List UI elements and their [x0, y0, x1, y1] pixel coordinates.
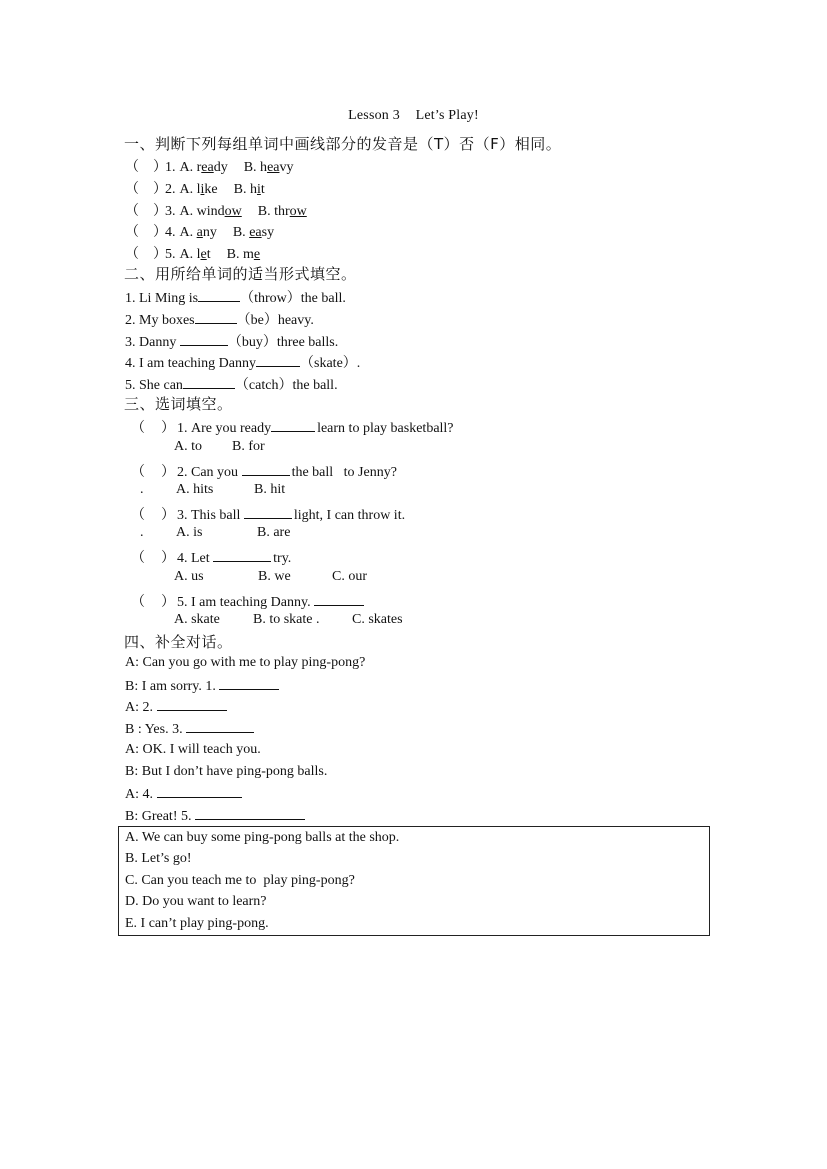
word-hint: （be） — [236, 313, 278, 328]
answer-blank[interactable] — [195, 311, 237, 324]
paren-close: ） — [161, 465, 175, 480]
paren-open: （ — [131, 551, 145, 566]
paren-close: ） — [153, 204, 167, 219]
dialogue-text: A: 4. — [125, 787, 157, 802]
section1-heading: 一、判断下列每组单词中画线部分的发音是（T）否（F）相同。 — [124, 135, 562, 153]
dialogue-text: A: 2. — [125, 700, 157, 715]
word-hint: （throw） — [240, 291, 301, 306]
lesson-number: Lesson 3 — [348, 108, 400, 123]
option-text: C. our — [332, 569, 367, 584]
dialogue-line — [125, 720, 254, 738]
word-a-end: dy — [213, 160, 228, 175]
choice-question — [131, 461, 397, 481]
sound-item — [125, 178, 265, 198]
word-hint: （skate） — [300, 356, 357, 371]
dialogue-text: B: Great! 5. — [125, 809, 195, 824]
sentence-end: heavy. — [277, 313, 314, 328]
dialogue-text: B: I am sorry. 1. — [125, 679, 220, 694]
paren-open: （ — [131, 508, 145, 523]
word-a-end: ke — [204, 182, 218, 197]
section3-heading: 三、选词填空。 — [124, 395, 233, 413]
question-start: 2. Can you — [177, 465, 242, 480]
paren-close: ） — [153, 247, 167, 262]
question-start: 1. Are you ready — [177, 421, 272, 436]
sound-item — [125, 156, 294, 176]
sound-item — [125, 221, 274, 241]
word-b-end: sy — [261, 225, 275, 240]
word-b-start: B. m — [226, 247, 254, 262]
choice-question — [131, 591, 366, 611]
dialogue-text: A: Can you go with me to play ping-pong? — [125, 655, 366, 670]
item-number: 3. — [165, 204, 176, 219]
sentence-end: the ball. — [292, 378, 338, 393]
option-text: A. to — [174, 439, 202, 454]
question-end: try. — [273, 551, 292, 566]
question-start: 4. Let — [177, 551, 214, 566]
option-text: A. skate — [174, 612, 220, 627]
word-a-underlined: e — [200, 247, 207, 262]
dialogue-blank[interactable] — [195, 807, 305, 820]
item-number: 1. — [165, 160, 176, 175]
leading-mark: . — [140, 482, 144, 497]
word-b-underlined: ea — [267, 160, 280, 175]
paren-close: ） — [153, 225, 167, 240]
question-blank[interactable] — [314, 593, 364, 606]
dialogue-blank[interactable] — [157, 698, 227, 711]
question-end: the ball to Jenny? — [291, 465, 397, 480]
word-b-end: t — [260, 182, 265, 197]
sentence-end: the ball. — [300, 291, 346, 306]
option-text: B. for — [232, 439, 265, 454]
word-hint: （buy） — [227, 335, 277, 350]
question-blank[interactable] — [213, 549, 271, 562]
choice-b: B. Let’s go! — [125, 851, 192, 866]
section2-heading: 二、用所给单词的适当形式填空。 — [124, 265, 357, 283]
option-text: B. hit — [254, 482, 286, 497]
word-a-underlined: ow — [224, 204, 242, 219]
dialogue-line — [125, 764, 327, 780]
sound-item — [125, 243, 260, 263]
word-a-end: t — [206, 247, 211, 262]
dialogue-blank[interactable] — [157, 785, 242, 798]
word-b-start: B. h — [243, 160, 268, 175]
paren-open: （ — [131, 595, 145, 610]
dialogue-line — [125, 742, 261, 758]
paren-open: （ — [125, 225, 139, 240]
dialogue-blank[interactable] — [186, 720, 254, 733]
word-hint: （catch） — [234, 378, 293, 393]
dialogue-line — [125, 698, 227, 716]
question-end: learn to play basketball? — [317, 421, 454, 436]
choice-question — [131, 417, 454, 437]
paren-close: ） — [161, 421, 175, 436]
option-text: B. we — [258, 569, 291, 584]
option-text: B. are — [257, 525, 291, 540]
paren-close: ） — [161, 595, 175, 610]
word-a-start: A. l — [179, 247, 201, 262]
paren-close: ） — [161, 551, 175, 566]
question-blank[interactable] — [244, 506, 292, 519]
word-a-start: A. wind — [179, 204, 225, 219]
question-blank[interactable] — [242, 463, 290, 476]
paren-close: ） — [153, 160, 167, 175]
word-a-start: A. r — [179, 160, 202, 175]
item-number: 4. — [165, 225, 176, 240]
choice-a: A. We can buy some ping-pong balls at the shop. — [125, 830, 400, 845]
fill-form-item — [125, 352, 360, 372]
word-b-start: B. h — [233, 182, 257, 197]
paren-open: （ — [125, 204, 139, 219]
word-a-underlined: ea — [201, 160, 214, 175]
sentence-end: . — [356, 356, 361, 371]
dialogue-line — [125, 785, 242, 803]
page-title — [0, 108, 827, 124]
option-text: A. hits — [176, 482, 214, 497]
choice-d: D. Do you want to learn? — [125, 894, 267, 909]
question-start: 3. This ball — [177, 508, 244, 523]
word-b-underlined: ea — [249, 225, 262, 240]
option-text: A. us — [174, 569, 204, 584]
sentence-start: 2. My boxes — [125, 313, 195, 328]
word-b-underlined: ow — [289, 204, 307, 219]
word-a-start: A. l — [179, 182, 201, 197]
answer-choices-box — [118, 826, 710, 936]
option-text: B. to skate . — [253, 612, 320, 627]
answer-blank[interactable] — [180, 333, 228, 346]
word-a-underlined: a — [196, 225, 203, 240]
answer-blank[interactable] — [256, 354, 300, 367]
sentence-start: 3. Danny — [125, 335, 180, 350]
word-b-start: B. — [232, 225, 250, 240]
sentence-start: 5. She can — [125, 378, 183, 393]
word-b-underlined: e — [253, 247, 261, 262]
choice-question — [131, 547, 291, 567]
paren-open: （ — [125, 182, 139, 197]
leading-mark: . — [140, 525, 144, 540]
paren-close: ） — [161, 508, 175, 523]
sentence-start: 1. Li Ming is — [125, 291, 199, 306]
fill-form-item — [125, 287, 346, 307]
word-a-underlined: i — [200, 182, 205, 197]
answer-blank[interactable] — [198, 289, 240, 302]
item-number: 2. — [165, 182, 176, 197]
section4-heading: 四、补全对话。 — [124, 633, 233, 651]
fill-form-item — [125, 374, 338, 394]
answer-blank[interactable] — [183, 376, 235, 389]
choice-e: E. I can’t play ping-pong. — [125, 916, 269, 931]
word-a-start: A. — [179, 225, 197, 240]
question-blank[interactable] — [271, 419, 315, 432]
sound-item — [125, 200, 307, 220]
word-b-underlined: i — [256, 182, 261, 197]
word-b-start: B. thr — [257, 204, 290, 219]
item-number: 5. — [165, 247, 176, 262]
paren-close: ） — [153, 182, 167, 197]
paren-open: （ — [131, 421, 145, 436]
fill-form-item — [125, 331, 338, 351]
dialogue-line — [125, 655, 365, 671]
choice-question — [131, 504, 405, 524]
dialogue-line — [125, 677, 279, 695]
option-text: C. skates — [352, 612, 403, 627]
paren-open: （ — [125, 247, 139, 262]
word-a-end: ny — [202, 225, 217, 240]
question-start: 5. I am teaching Danny. — [177, 595, 315, 610]
option-text: A. is — [176, 525, 203, 540]
dialogue-text: B : Yes. 3. — [125, 722, 187, 737]
word-b-end: vy — [279, 160, 294, 175]
sentence-start: 4. I am teaching Danny — [125, 356, 257, 371]
question-end: light, I can throw it. — [293, 508, 406, 523]
paren-open: （ — [131, 465, 145, 480]
lesson-name: Let’s Play! — [415, 108, 479, 123]
fill-form-item — [125, 309, 314, 329]
sentence-end: three balls. — [276, 335, 339, 350]
dialogue-text: B: But I don’t have ping-pong balls. — [125, 764, 328, 779]
dialogue-blank[interactable] — [219, 677, 279, 690]
paren-open: （ — [125, 160, 139, 175]
choice-c: C. Can you teach me to play ping-pong? — [125, 873, 355, 888]
dialogue-text: A: OK. I will teach you. — [125, 742, 261, 757]
dialogue-line — [125, 807, 305, 825]
